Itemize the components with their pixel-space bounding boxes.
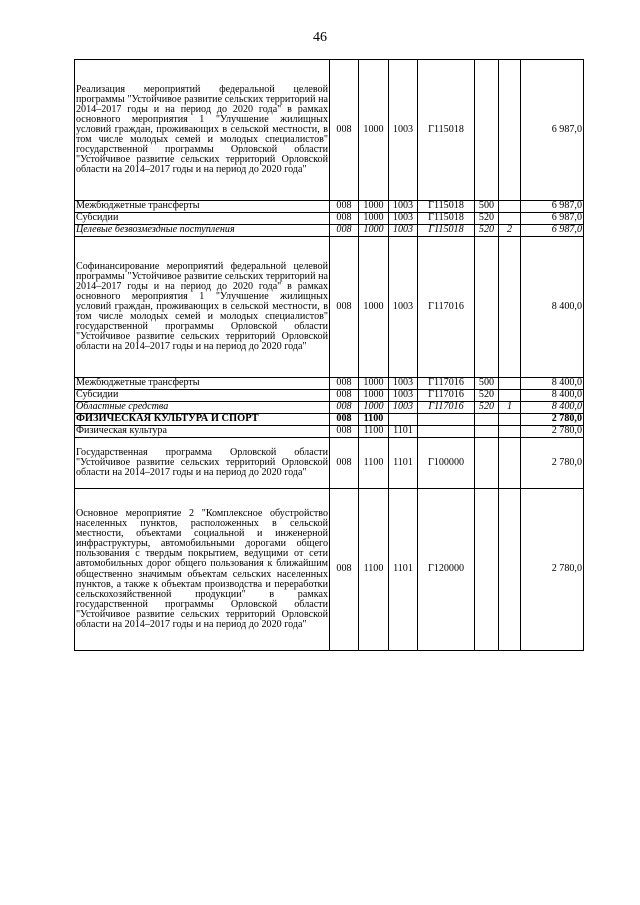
- cell-src: [499, 213, 521, 225]
- cell-ved: 008: [330, 378, 359, 390]
- cell-rz: 1000: [359, 201, 389, 213]
- table-row: [75, 237, 584, 378]
- cell-sum: 2 780,0: [521, 489, 584, 651]
- cell-rz: 1000: [359, 237, 389, 378]
- cell-pr: 1003: [389, 378, 418, 390]
- cell-ved: 008: [330, 426, 359, 438]
- cell-pr: 1003: [389, 237, 418, 378]
- cell-pr: 1003: [389, 60, 418, 201]
- cell-vr: 520: [475, 402, 499, 414]
- cell-vr: 500: [475, 378, 499, 390]
- cell-src: [499, 237, 521, 378]
- cell-ved: 008: [330, 390, 359, 402]
- cell-csr: Г120000: [418, 489, 475, 651]
- cell-sum: 8 400,0: [521, 378, 584, 390]
- cell-csr: Г117016: [418, 390, 475, 402]
- cell-pr: 1101: [389, 438, 418, 489]
- cell-pr: 1003: [389, 390, 418, 402]
- table-row: [75, 378, 584, 390]
- row-name: Межбюджетные трансферты: [75, 378, 330, 390]
- cell-rz: 1100: [359, 426, 389, 438]
- cell-ved: 008: [330, 225, 359, 237]
- cell-src: [499, 438, 521, 489]
- cell-sum: 6 987,0: [521, 60, 584, 201]
- row-name: Субсидии: [75, 390, 330, 402]
- cell-csr: [418, 426, 475, 438]
- cell-csr: Г117016: [418, 402, 475, 414]
- page-number: 46: [313, 30, 327, 45]
- cell-src: [499, 201, 521, 213]
- cell-csr: Г117016: [418, 378, 475, 390]
- cell-csr: Г115018: [418, 201, 475, 213]
- cell-csr: [418, 414, 475, 426]
- cell-sum: 6 987,0: [521, 213, 584, 225]
- table-row: [75, 390, 584, 402]
- cell-pr: [389, 414, 418, 426]
- row-name: Софинансирование мероприятий федеральной целевой программы "Устойчивое развитие сельских территорий на 2014–2017 годы и на период до 2020 года" в рамках основного мероприятия 1 "Улучшение жилищных условий граждан, проживающих в сельской местности, в том числе молодых семей и молодых специалистов" государственной программы Орловской области "Устойчивое развитие сельских территорий Орловской области на 2014–2017 годы и на период до 2020 года": [75, 237, 330, 378]
- table-row: [75, 438, 584, 489]
- cell-sum: 8 400,0: [521, 402, 584, 414]
- row-name: Субсидии: [75, 213, 330, 225]
- cell-ved: 008: [330, 237, 359, 378]
- cell-rz: 1100: [359, 414, 389, 426]
- cell-ved: 008: [330, 60, 359, 201]
- cell-ved: 008: [330, 201, 359, 213]
- table-row: [75, 225, 584, 237]
- cell-sum: 2 780,0: [521, 438, 584, 489]
- table-row: [75, 60, 584, 201]
- row-name: Физическая культура: [75, 426, 330, 438]
- cell-src: 2: [499, 225, 521, 237]
- cell-rz: 1000: [359, 213, 389, 225]
- cell-csr: Г115018: [418, 60, 475, 201]
- cell-csr: Г117016: [418, 237, 475, 378]
- row-name: Областные средства: [75, 402, 330, 414]
- row-name: Реализация мероприятий федеральной целевой программы "Устойчивое развитие сельских территорий на 2014–2017 годы и на период до 2020 года" в рамках основного мероприятия 1 "Улучшение жилищных условий граждан, проживающих в сельской местности, в том числе молодых семей и молодых специалистов" государственной программы Орловской области "Устойчивое развитие сельских территорий Орловской области на 2014–2017 годы и на период до 2020 года": [75, 60, 330, 201]
- table-row: [75, 213, 584, 225]
- table-row: [75, 201, 584, 213]
- cell-pr: 1101: [389, 489, 418, 651]
- row-name: Основное мероприятие 2 "Комплексное обустройство населенных пунктов, расположенных в сельской местности, объектами социальной и инженерной инфраструктуры, автомобильными дорогами общего пользования с твердым покрытием, ведущими от сети автомобильных дорог общего пользования к ближайшим общественно значимым объектам сельских населенных пунктов, а также к объектам производства и переработки сельскохозяйственной продукции" в рамках государственной программы Орловской области "Устойчивое развитие сельских территорий Орловской области на 2014–2017 годы и на период до 2020 года": [75, 489, 330, 651]
- cell-src: [499, 378, 521, 390]
- cell-pr: 1003: [389, 213, 418, 225]
- table-row: [75, 489, 584, 651]
- cell-rz: 1000: [359, 378, 389, 390]
- row-name: ФИЗИЧЕСКАЯ КУЛЬТУРА И СПОРТ: [75, 414, 330, 426]
- table-row: [75, 414, 584, 426]
- cell-pr: 1003: [389, 201, 418, 213]
- cell-rz: 1000: [359, 60, 389, 201]
- cell-vr: 500: [475, 201, 499, 213]
- budget-table: [74, 59, 584, 651]
- cell-src: [499, 390, 521, 402]
- cell-src: 1: [499, 402, 521, 414]
- cell-pr: 1003: [389, 402, 418, 414]
- cell-sum: 6 987,0: [521, 225, 584, 237]
- cell-rz: 1100: [359, 438, 389, 489]
- cell-rz: 1000: [359, 390, 389, 402]
- cell-sum: 2 780,0: [521, 414, 584, 426]
- cell-vr: [475, 414, 499, 426]
- cell-src: [499, 60, 521, 201]
- cell-src: [499, 489, 521, 651]
- table-row: [75, 426, 584, 438]
- cell-vr: [475, 237, 499, 378]
- cell-ved: 008: [330, 489, 359, 651]
- cell-rz: 1100: [359, 489, 389, 651]
- cell-sum: 6 987,0: [521, 201, 584, 213]
- cell-vr: [475, 426, 499, 438]
- cell-rz: 1000: [359, 402, 389, 414]
- cell-vr: 520: [475, 213, 499, 225]
- cell-vr: 520: [475, 225, 499, 237]
- cell-ved: 008: [330, 402, 359, 414]
- row-name: Целевые безвозмездные поступления: [75, 225, 330, 237]
- cell-vr: [475, 60, 499, 201]
- cell-csr: Г115018: [418, 213, 475, 225]
- cell-pr: 1101: [389, 426, 418, 438]
- cell-ved: 008: [330, 414, 359, 426]
- row-name: Государственная программа Орловской области "Устойчивое развитие сельских территорий Орловской области на 2014–2017 годы и на период до 2020 года": [75, 438, 330, 489]
- table-row: [75, 402, 584, 414]
- cell-vr: [475, 489, 499, 651]
- cell-csr: Г115018: [418, 225, 475, 237]
- cell-sum: 2 780,0: [521, 426, 584, 438]
- cell-rz: 1000: [359, 225, 389, 237]
- cell-src: [499, 426, 521, 438]
- cell-sum: 8 400,0: [521, 237, 584, 378]
- cell-src: [499, 414, 521, 426]
- cell-pr: 1003: [389, 225, 418, 237]
- cell-vr: 520: [475, 390, 499, 402]
- row-name: Межбюджетные трансферты: [75, 201, 330, 213]
- cell-sum: 8 400,0: [521, 390, 584, 402]
- cell-ved: 008: [330, 213, 359, 225]
- cell-ved: 008: [330, 438, 359, 489]
- cell-csr: Г100000: [418, 438, 475, 489]
- cell-vr: [475, 438, 499, 489]
